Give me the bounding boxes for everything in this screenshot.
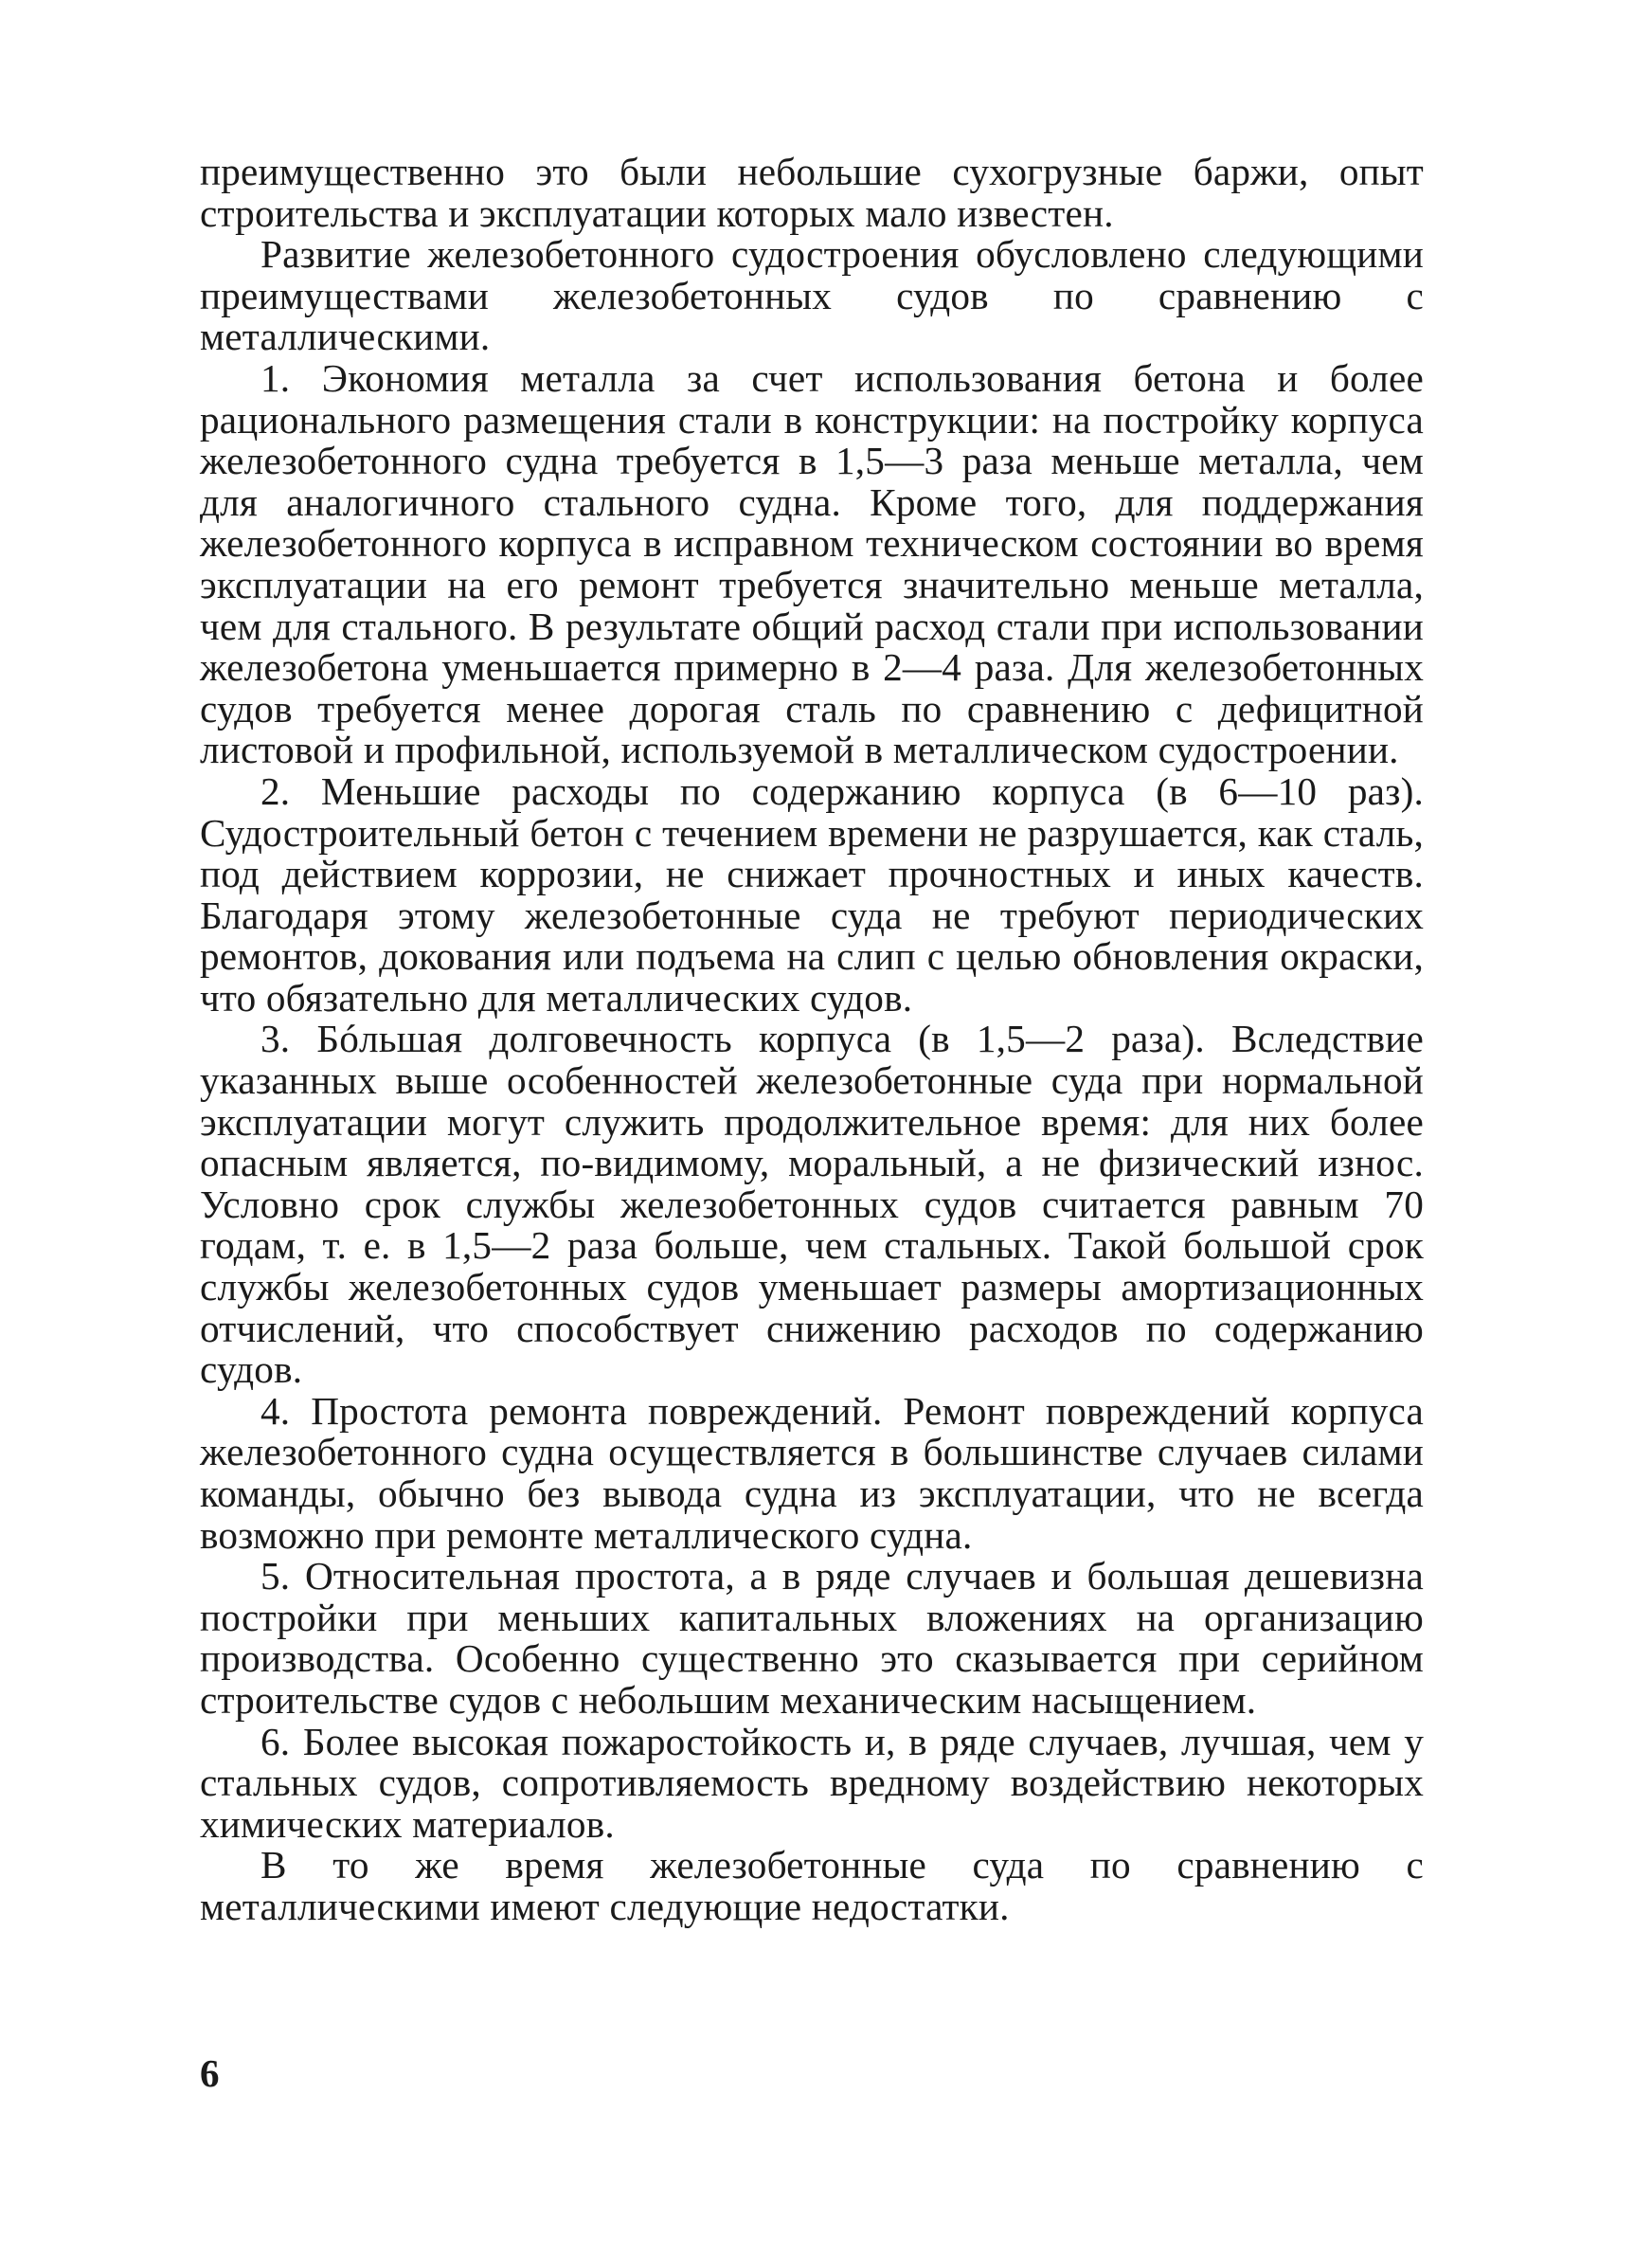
- paragraph-item-6: 6. Более высокая пожаростойкость и, в ряде случаев, лучшая, чем у стальных судов, сопротивляемость вредному воздействию некоторых химических материалов.: [200, 1719, 1424, 1846]
- paragraph-item-5: 5. Относительная простота, а в ряде случаев и большая дешевизна постройки при меньших капитальных вложениях на организацию производства. Особенно существенно это сказывается при серийном строительстве судов с небольшим механическим насыщением.: [200, 1554, 1424, 1722]
- paragraph-item-3: 3. Бóльшая долговечность корпуса (в 1,5—2 раза). Вследствие указанных выше особенностей железобетонные суда при нормальной эксплуатации могут служить продолжительное время: для них более опасным является, по-видимому, моральный, а не физический износ. Условно срок службы железобетонных судов считается равным 70 годам, т. е. в 1,5—2 раза больше, чем стальных. Такой большой срок службы железобетонных судов уменьшает размеры амортизационных отчислений, что способствует снижению расходов по содержанию судов.: [200, 1017, 1424, 1392]
- paragraph-item-2: 2. Меньшие расходы по содержанию корпуса (в 6—10 раз). Судостроительный бетон с течением времени не разрушается, как сталь, под действием коррозии, не снижает прочностных и иных качеств. Благодаря этому железобетонные суда не требуют периодических ремонтов, докования или подъема на слип с целью обновления окраски, что обязательно для металлических судов.: [200, 768, 1424, 1020]
- paragraph-disadvantages-intro: В то же время железобетонные суда по сравнению с металлическими имеют следующие недостатки.: [200, 1843, 1424, 1928]
- paragraph-continuation: преимущественно это были небольшие сухогрузные баржи, опыт строительства и эксплуатации которых мало известен.: [200, 150, 1424, 235]
- paragraph-item-4: 4. Простота ремонта повреждений. Ремонт повреждений корпуса железобетонного судна осуществляется в большинстве случаев силами команды, обычно без вывода судна из эксплуатации, что не всегда возможно при ремонте металлического судна.: [200, 1388, 1424, 1557]
- page-body: [200, 152, 1424, 1928]
- page-number: 6: [200, 2051, 220, 2095]
- paragraph-item-1: 1. Экономия металла за счет использования бетона и более рационального размещения стали в конструкции: на постройку корпуса железобетонного судна требуется в 1,5—3 раза меньше металла, чем для аналогичного стального судна. Кроме того, для поддержания железобетонного корпуса в исправном техническом состоянии во время эксплуатации на его ремонт требуется значительно меньше металла, чем для стального. В результате общий расход стали при использовании железобетона уменьшается примерно в 2—4 раза. Для железобетонных судов требуется менее дорогая сталь по сравнению с дефицитной листовой и профильной, используемой в металлическом судостроении.: [200, 355, 1424, 772]
- paragraph-advantages-intro: Развитие железобетонного судостроения обусловлено следующими преимуществами железобетонных судов по сравнению с металлическими.: [200, 232, 1424, 359]
